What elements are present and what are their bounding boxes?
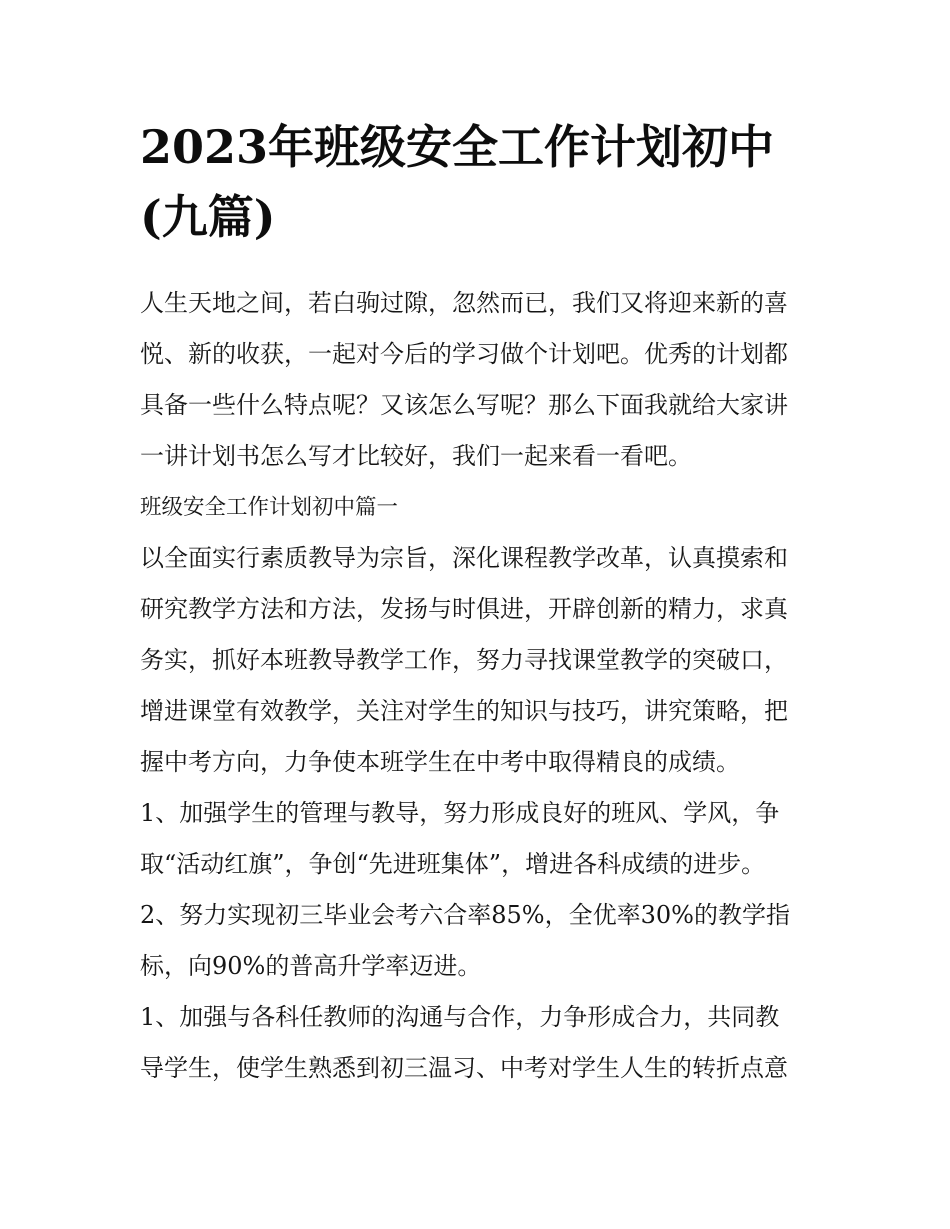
paragraph-line: 1、加强学生的管理与教导，努力形成良好的班风、学风，争 <box>140 799 780 827</box>
title-line: 2023年班级安全工作计划初中 <box>140 120 775 174</box>
paragraph-line: 研究教学方法和方法，发扬与时俱进，开辟创新的精力，求真 <box>140 595 788 623</box>
paragraph-line: 取“活动红旗”，争创“先进班集体”，增进各科成绩的进步。 <box>140 850 766 878</box>
paragraph-line: 1、加强与各科任教师的沟通与合作，力争形成合力，共同教 <box>140 1003 780 1031</box>
title-line: (九篇) <box>140 190 276 244</box>
paragraph-line: 握中考方向，力争使本班学生在中考中取得精良的成绩。 <box>140 748 740 776</box>
paragraph-line: 务实，抓好本班教导教学工作，努力寻找课堂教学的突破口， <box>140 646 788 674</box>
paragraph-line: 以全面实行素质教导为宗旨，深化课程教学改革，认真摸索和 <box>140 544 788 572</box>
paragraph-line: 具备一些什么特点呢？又该怎么写呢？那么下面我就给大家讲 <box>140 391 788 419</box>
paragraph-line: 人生天地之间，若白驹过隙，忽然而已，我们又将迎来新的喜 <box>140 289 788 317</box>
paragraph-line: 悦、新的收获，一起对今后的学习做个计划吧。优秀的计划都 <box>140 340 788 368</box>
paragraph-line: 增进课堂有效教学，关注对学生的知识与技巧，讲究策略，把 <box>140 697 788 725</box>
section-heading: 班级安全工作计划初中篇一 <box>140 495 399 520</box>
paragraph-line: 一讲计划书怎么写才比较好，我们一起来看一看吧。 <box>140 442 692 470</box>
paragraph-line: 导学生，使学生熟悉到初三温习、中考对学生人生的转折点意 <box>140 1054 788 1082</box>
paragraph-line: 标，向90%的普高升学率迈进。 <box>140 952 482 980</box>
document-body <box>140 278 820 1094</box>
document-title <box>140 112 840 252</box>
paragraph-line: 2、努力实现初三毕业会考六合率85%，全优率30%的教学指 <box>140 901 790 929</box>
